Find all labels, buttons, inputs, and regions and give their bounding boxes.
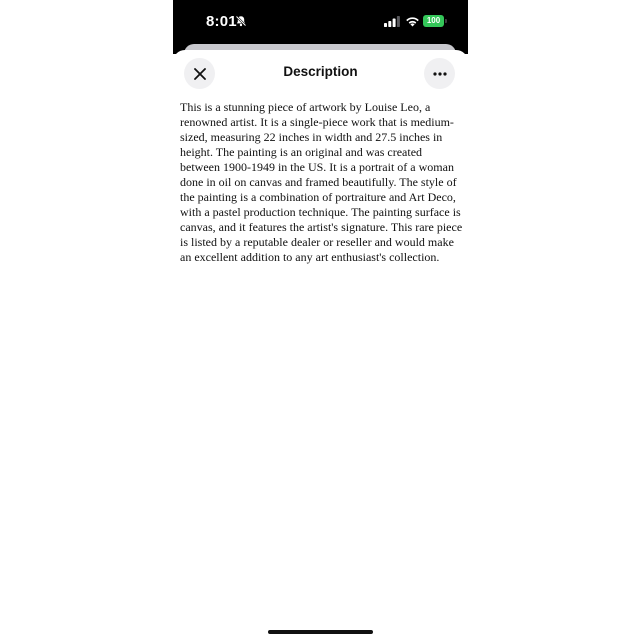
battery-icon: 100 [423, 15, 444, 27]
phone-screen [173, 0, 468, 640]
battery-nub [445, 19, 447, 23]
wifi-icon [405, 15, 420, 27]
status-time: 8:01 [206, 13, 237, 30]
description-sheet [173, 50, 468, 640]
more-options-button[interactable] [424, 58, 455, 89]
sheet-title: Description [283, 64, 358, 79]
description-text: This is a stunning piece of artwork by Louise Leo, a renowned artist. It is a single-piece work that is medium-sized, measuring 22 inches in width and 27.5 inches in height. The painting is an original and was created between 1900-1949 in the US. It is a portrait of a woman done in oil on canvas and framed beautifully. The style of the painting is a combination of portraiture and Art Deco, with a pastel production technique. The painting surface is canvas, and it features the artist's signature. This rare piece is listed by a reputable dealer or reseller and would make an excellent addition to any art enthusiast's collection. [180, 100, 463, 264]
signal-icon [384, 16, 400, 27]
bell-slash-icon [235, 15, 247, 27]
more-horizontal-icon [433, 72, 447, 76]
home-indicator[interactable] [268, 630, 373, 634]
